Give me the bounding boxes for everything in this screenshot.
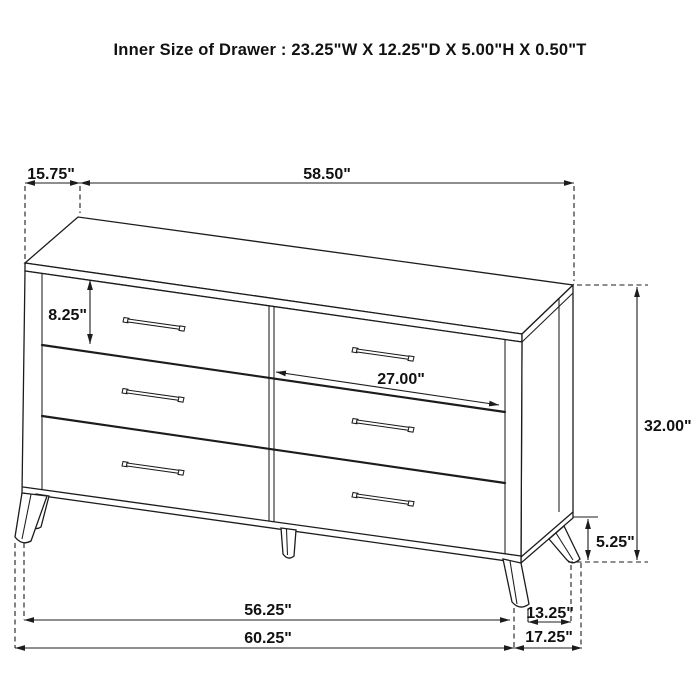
label-top-depth: 15.75": [27, 166, 75, 183]
dresser-drawing: [15, 217, 580, 607]
label-base-width: 56.25": [244, 602, 292, 619]
label-leg-span: 13.25": [526, 605, 574, 622]
label-overall-width: 60.25": [244, 630, 292, 647]
label-drawer-height: 8.25": [48, 307, 87, 324]
diagram-title: Inner Size of Drawer : 23.25"W X 12.25"D X 5.00"H X 0.50"T: [113, 41, 587, 59]
dresser-carcass: [22, 217, 573, 563]
dresser-side-panel: [521, 285, 573, 563]
front-right-leg: [503, 559, 529, 607]
label-carcass-height: 32.00": [644, 418, 692, 435]
label-drawer-width: 27.00": [377, 371, 425, 388]
center-leg: [281, 528, 296, 558]
label-top-width: 58.50": [303, 166, 351, 183]
label-leg-height: 5.25": [596, 534, 635, 551]
label-overall-depth: 17.25": [525, 629, 573, 646]
